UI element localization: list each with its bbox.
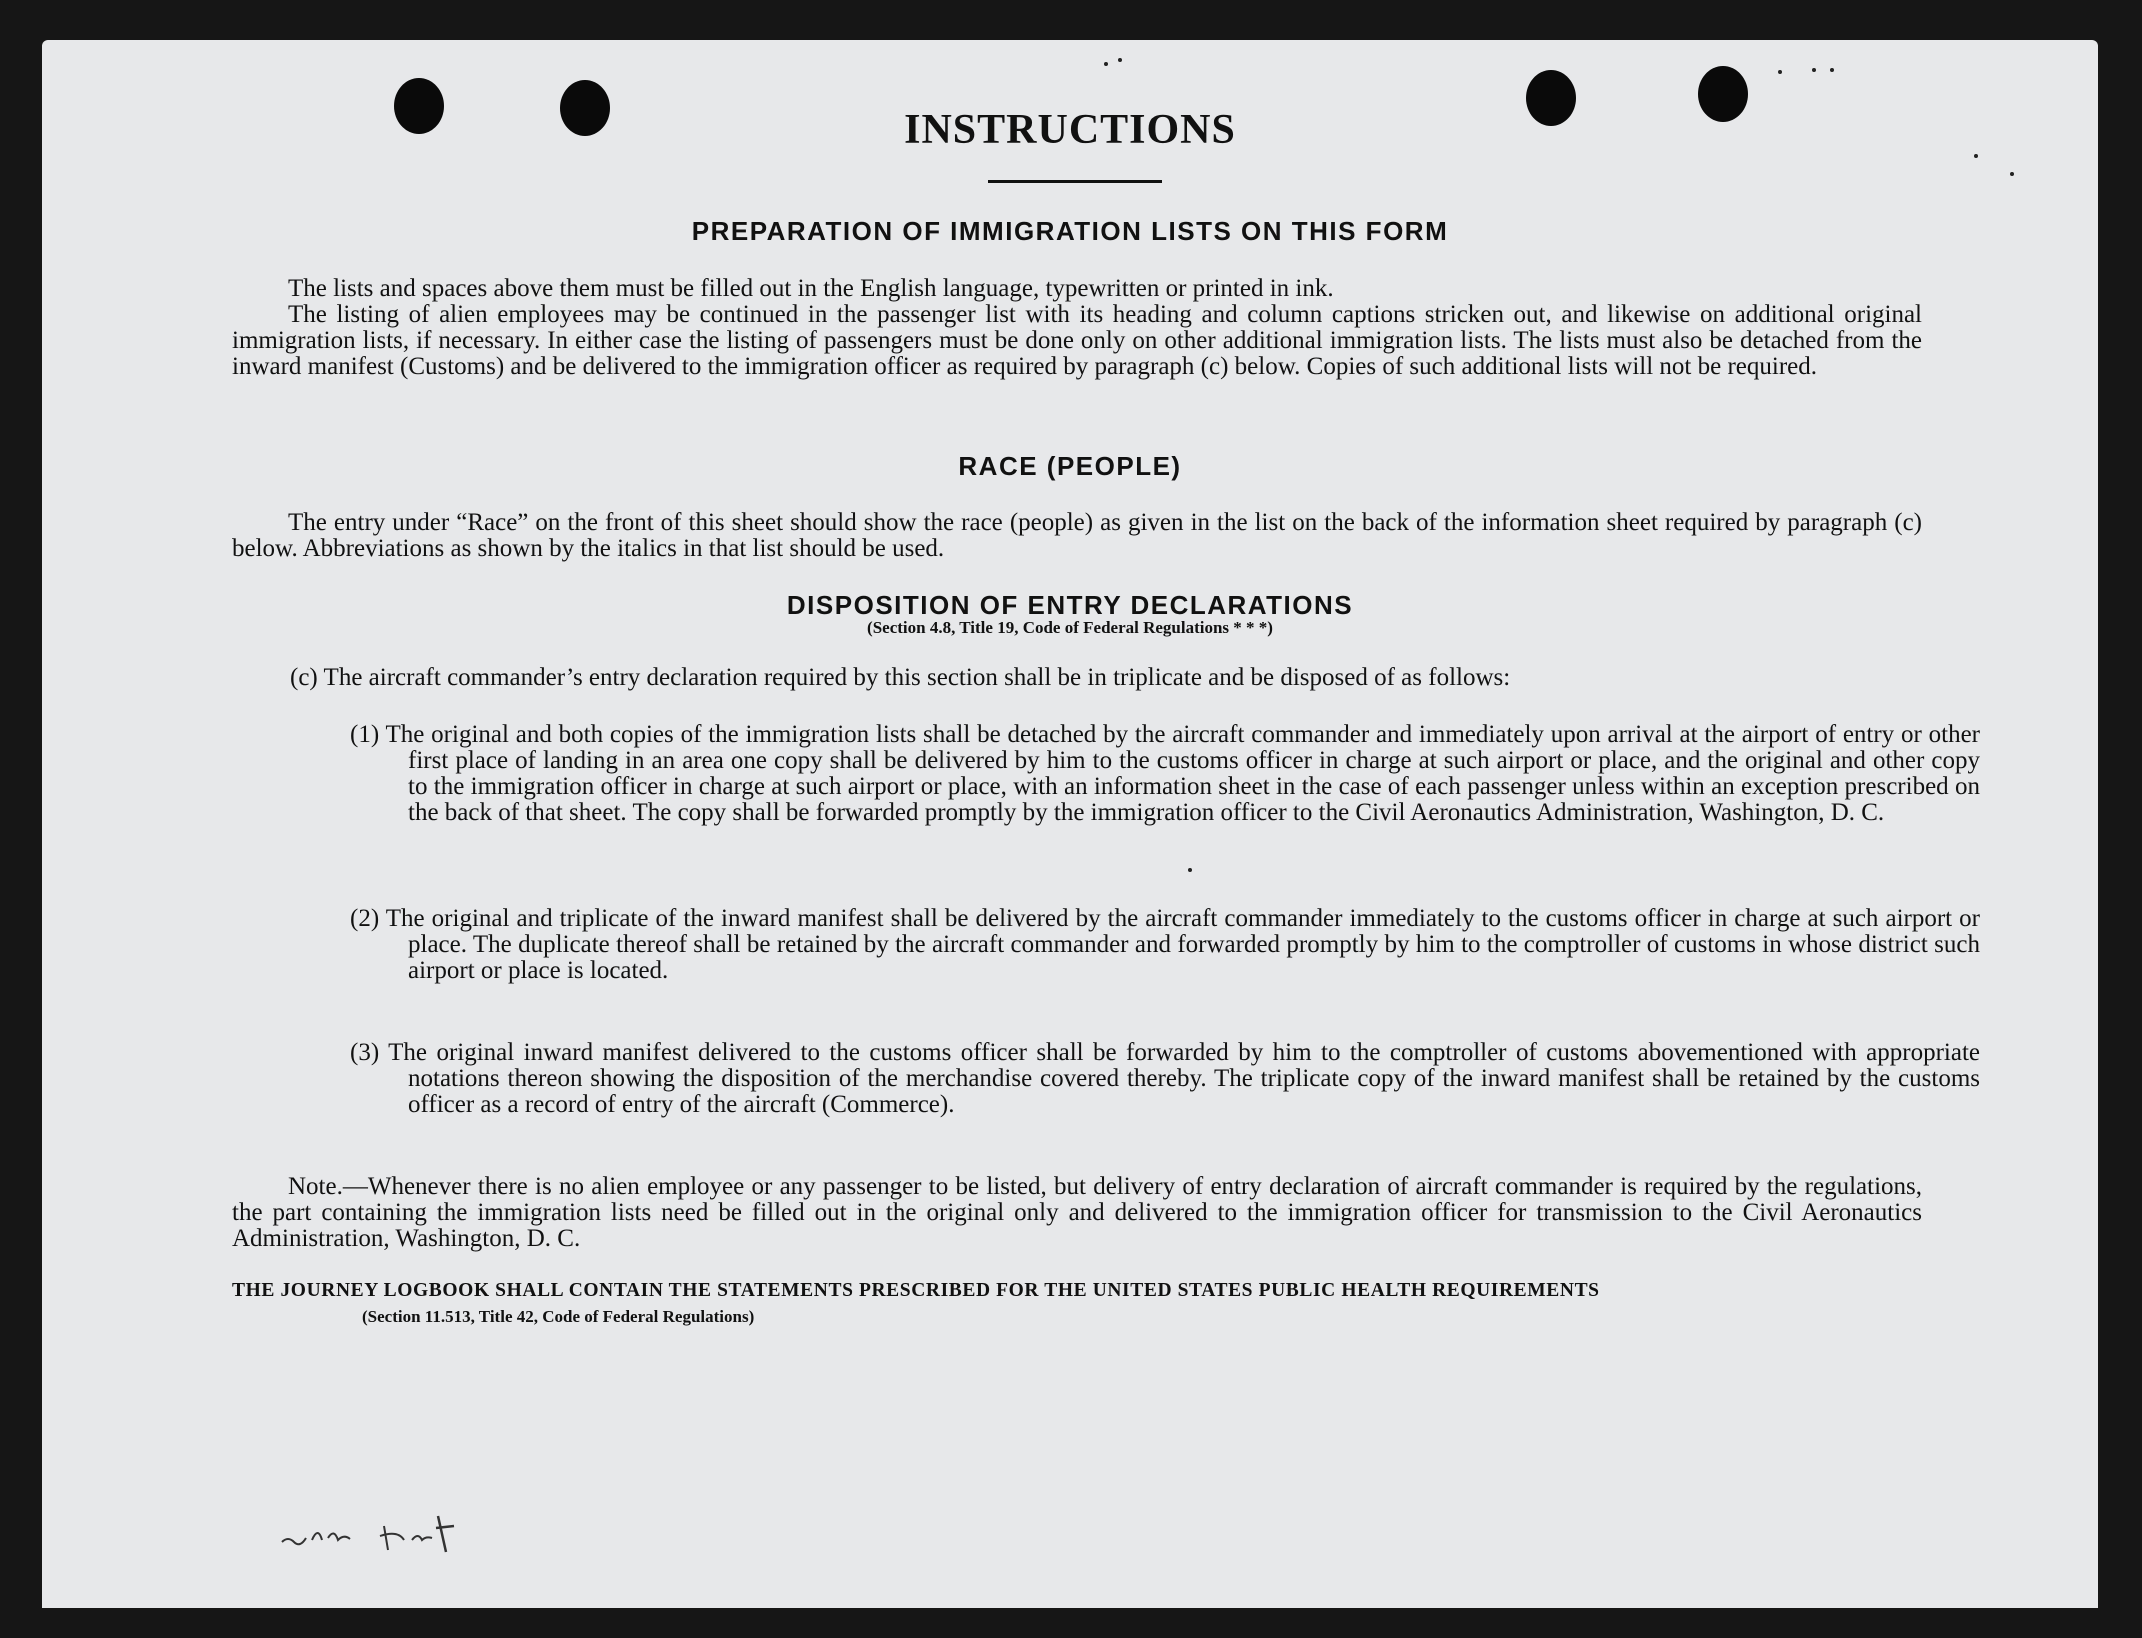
page-title: INSTRUCTIONS [904,107,1236,153]
health-reference: (Section 11.513, Title 42, Code of Federal Regulations) [362,1307,755,1326]
dust-speck [1830,68,1834,72]
dust-speck [1812,68,1816,72]
heading-disposition: DISPOSITION OF ENTRY DECLARATIONS [786,590,1354,620]
heading-preparation: PREPARATION OF IMMIGRATION LISTS ON THIS FORM [691,216,1449,246]
dust-speck [1974,154,1978,158]
handwritten-signature [278,1506,474,1556]
paragraph-preparation-2: The listing of alien employees may be continued in the passenger list with its heading and column captions stricken out, and likewise on additional original immigration lists, if necessary. In either case the listing of passengers must be done only on other additional immigration lists. The lists must also be detached from the inward manifest (Customs) and be delivered to the immigration officer as required by paragraph (c) below. Copies of such additional lists will not be required. [232,301,1922,380]
heading-race: RACE (PEOPLE) [958,451,1182,481]
disposition-intro: (c) The aircraft commander’s entry declaration required by this section shall be in triplicate and be disposed of as follows: [290,664,1511,691]
dust-speck [1188,868,1192,872]
dust-speck [1104,62,1108,66]
disposition-item-2: (2) The original and triplicate of the inward manifest shall be delivered by the aircraft commander immediately to the customs officer in charge at such airport or place. The duplicate thereof shall be retained by the aircraft commander and forwarded promptly by him to the comptroller of customs in whose district such airport or place is located. [350,905,1980,984]
health-statement: THE JOURNEY LOGBOOK SHALL CONTAIN THE STATEMENTS PRESCRIBED FOR THE UNITED STATES PUBLIC HEALTH REQUIREMENTS [232,1280,1600,1301]
paragraph-race: The entry under “Race” on the front of this sheet should show the race (people) as given in the list on the back of the information sheet required by paragraph (c) below. Abbreviations as shown by the italics in that list should be used. [232,509,1922,562]
title-divider [988,180,1162,183]
dust-speck [1778,70,1782,74]
disposition-note: Note.—Whenever there is no alien employee or any passenger to be listed, but delivery of entry declaration of aircraft commander is required by the regulations, the part containing the immigration lists need be filled out in the original only and delivered to the immigration officer for transmission to the Civil Aeronautics Administration, Washington, D. C. [232,1173,1922,1252]
disposition-reference: (Section 4.8, Title 19, Code of Federal Regulations * * *) [867,618,1273,637]
dust-speck [1118,58,1122,62]
paragraph-preparation-1: The lists and spaces above them must be filled out in the English language, typewritten or printed in ink. [288,275,1334,302]
dust-speck [2010,172,2014,176]
disposition-item-1: (1) The original and both copies of the immigration lists shall be detached by the aircraft commander and immediately upon arrival at the airport of entry or other first place of landing in an area one copy shall be delivered by him to the customs officer in charge at such airport or place, and the original and other copy to the immigration officer in charge at such airport or place, with an information sheet in the case of each passenger unless within an exception prescribed on the back of that sheet. The copy shall be forwarded promptly by the immigration officer to the Civil Aeronautics Administration, Washington, D. C. [350,721,1980,826]
disposition-item-3: (3) The original inward manifest delivered to the customs officer shall be forwarded by him to the comptroller of customs abovementioned with appropriate notations thereon showing the disposition of the merchandise covered thereby. The triplicate copy of the inward manifest shall be retained by the customs officer as a record of entry of the aircraft (Commerce). [350,1039,1980,1118]
document-page [42,40,2098,1608]
